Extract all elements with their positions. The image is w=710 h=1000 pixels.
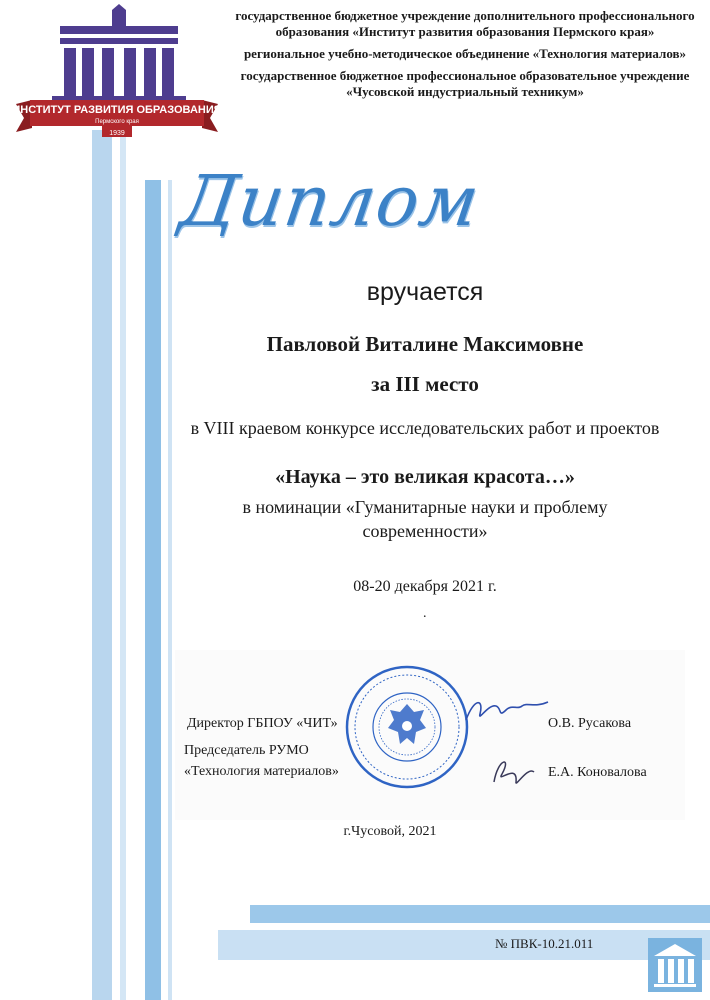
institute-logo — [12, 4, 222, 144]
diploma-number: № ПВК-10.21.011 — [495, 936, 594, 951]
signer-1-name: О.В. Русакова — [548, 716, 632, 731]
signature-1 — [462, 690, 552, 730]
signer-2-role: Председатель РУМО — [184, 743, 309, 758]
signer-1-role: Директор ГБПОУ «ЧИТ» — [187, 716, 338, 731]
decorative-stripe — [120, 130, 126, 1000]
place-text: за III место — [371, 372, 479, 396]
signer-2-role-org: «Технология материалов» — [184, 764, 339, 779]
signature-2 — [488, 752, 538, 792]
city-year: г.Чусовой, 2021 — [343, 824, 437, 839]
stray-dot: . — [423, 606, 427, 621]
nomination-text: в номинации «Гуманитарные науки и проблему современности» — [242, 497, 608, 541]
official-seal-stamp — [342, 662, 472, 792]
diploma-title: Диплом — [175, 160, 485, 242]
college-logo-icon — [648, 938, 702, 992]
logo-subtext: Пермского края — [95, 119, 139, 125]
organization-3: государственное бюджетное профессиональное образовательное учреждение «Чусовской индустриальный техникум» — [240, 68, 690, 99]
contest-name: «Наука – это великая красота…» — [275, 466, 575, 488]
organization-2: региональное учебно-методическое объединение «Технология материалов» — [243, 46, 687, 61]
decorative-stripe — [250, 905, 710, 923]
decorative-stripe — [92, 130, 112, 1000]
logo-year: 1939 — [109, 130, 125, 137]
awarded-text: вручается — [366, 278, 484, 306]
recipient-name: Павловой Виталине Максимовне — [266, 332, 584, 356]
decorative-stripe — [218, 930, 710, 960]
organizations-header — [225, 8, 705, 106]
logo-text: ИНСТИТУТ РАЗВИТИЯ ОБРАЗОВАНИЯ — [12, 104, 222, 116]
decorative-stripe — [145, 180, 161, 1000]
organization-1: государственное бюджетное учреждение дополнительного профессионального образования «Институт развития образования Пермского края» — [235, 8, 695, 39]
signer-2-name: Е.А. Коновалова — [548, 765, 647, 780]
contest-description: в VIII краевом конкурсе исследовательских работ и проектов — [190, 418, 660, 438]
decorative-stripe — [168, 180, 172, 1000]
contest-dates: 08-20 декабря 2021 г. — [353, 578, 497, 595]
